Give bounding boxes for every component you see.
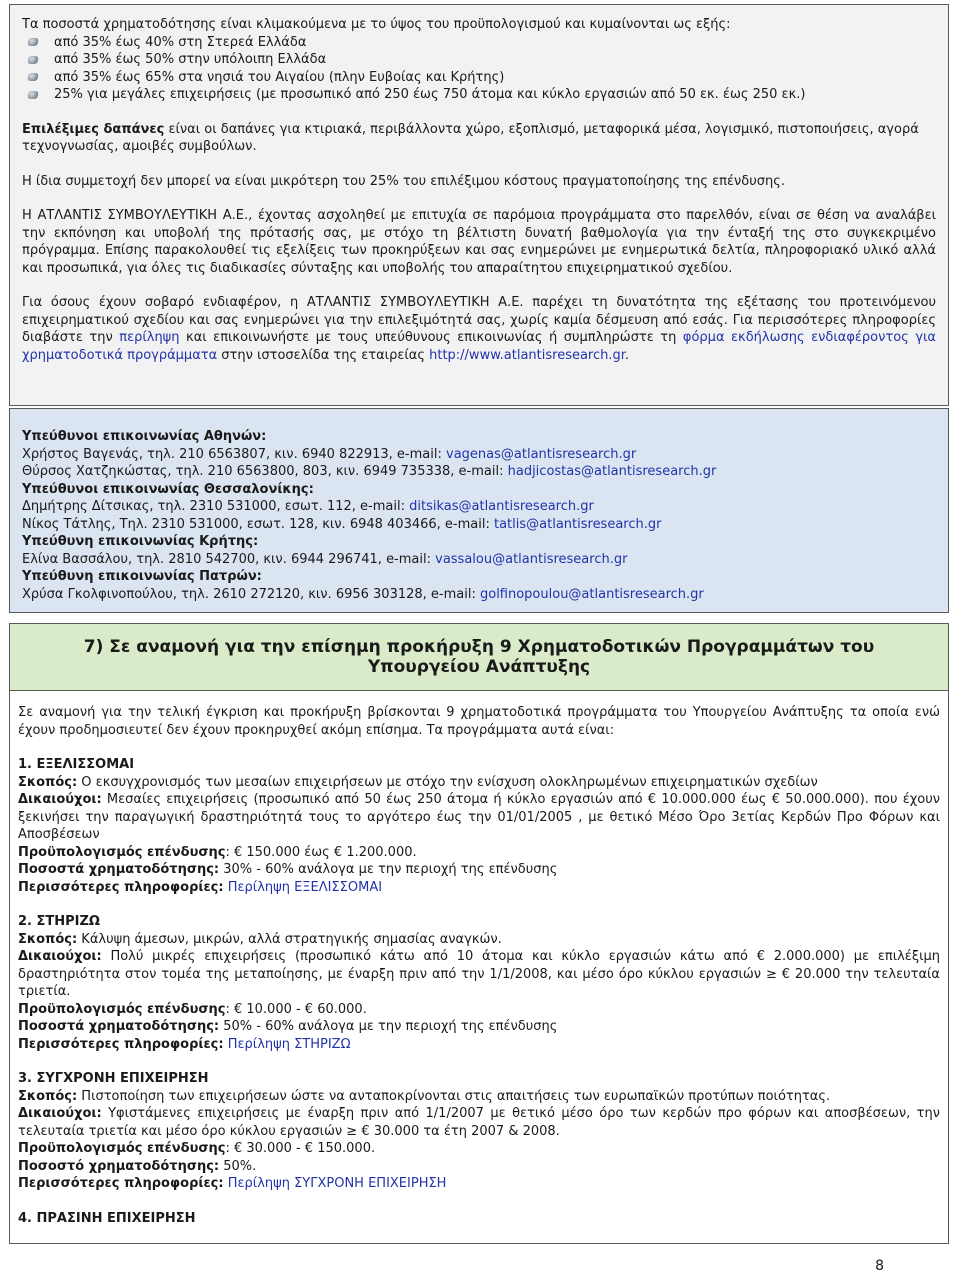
funding-rates-list xyxy=(22,34,936,104)
page-number: 8 xyxy=(875,1258,884,1274)
program-3-budget: Προϋπολογισμός επένδυσης: € 30.000 - € 150.000. xyxy=(18,1141,376,1156)
email-link[interactable]: tatlis@atlantisresearch.gr xyxy=(493,516,662,532)
funding-rates-box xyxy=(9,4,949,406)
program-1-title: 1. ΕΞΕΛΙΣΣΟΜΑΙ xyxy=(18,757,135,772)
interest-form-link[interactable]: φόρμα εκδήλωσης ενδιαφέροντος για χρηματοδοτικά προγράμματα xyxy=(22,330,936,363)
contact-line: Δημήτρης Δίτσικας, τηλ. 2310 531000, εσωτ. 112, e-mail: ditsikas@atlantisresearch.gr xyxy=(22,499,594,514)
bullet-icon xyxy=(27,91,38,99)
email-link[interactable]: golfinopoulou@atlantisresearch.gr xyxy=(479,586,704,602)
bullet-icon xyxy=(27,38,38,46)
email-link[interactable]: vagenas@atlantisresearch.gr xyxy=(446,446,637,462)
list-item: από 35% έως 40% στη Στερεά Ελλάδα xyxy=(28,34,936,52)
contact-line: Θύρσος Χατζηκώστας, τηλ. 210 6563800, 803, κιν. 6949 735338, e-mail: hadjicostas@atlantisresearch.gr xyxy=(22,464,717,479)
list-item: από 35% έως 50% στην υπόλοιπη Ελλάδα xyxy=(28,51,936,69)
thessaloniki-contacts-title: Υπεύθυνοι επικοινωνίας Θεσσαλονίκης: xyxy=(22,481,314,497)
contact-line: Νίκος Τάτλης, Τηλ. 2310 531000, εσωτ. 128, κιν. 6948 403466, e-mail: tatlis@atlantisresearch.gr xyxy=(22,516,662,532)
patras-contacts-title: Υπεύθυνη επικοινωνίας Πατρών: xyxy=(22,569,262,584)
email-link[interactable]: ditsikas@atlantisresearch.gr xyxy=(409,499,594,514)
program-2-summary-link[interactable]: Περίληψη ΣΤΗΡΙΖΩ xyxy=(227,1036,351,1052)
program-1-goal: Σκοπός: Ο εκσυγχρονισμός των μεσαίων επιχειρήσεων με στόχο την ενίσχυση ολοκληρωμένων επιχειρηματικών σχεδίων xyxy=(18,774,818,790)
program-1-rate: Ποσοστά χρηματοδότησης: 30% - 60% ανάλογα με την περιοχή της επένδυσης xyxy=(18,862,558,877)
program-4-title: 4. ΠΡΑΣΙΝΗ ΕΠΙΧΕΙΡΗΣΗ xyxy=(18,1210,196,1226)
bullet-icon xyxy=(27,73,38,81)
program-3-beneficiaries: Δικαιούχοι: Υφιστάμενες επιχειρήσεις με έναρξη πριν από 1/1/2007 με θετικό μέσο όρο των κερδών προ φόρων και αποσβέσεων, την τελευταία τριετία και μέσο όρο κύκλου εργασιών ≥ € 30.000 τα έτη 2007 & 2008. xyxy=(18,1106,940,1139)
program-3-info: Περισσότερες πληροφορίες: Περίληψη ΣΥΓΧΡΟΝΗ ΕΠΙΧΕΙΡΗΣΗ xyxy=(18,1176,447,1191)
atlantis-paragraph: Η ΑΤΛΑΝΤΙΣ ΣΥΜΒΟΥΛΕΥΤΙΚΗ Α.Ε., έχοντας ασχοληθεί με επιτυχία σε παρόμοια προγράμματα στο παρελθόν, είναι σε θέση να αναλάβει την εκπόνηση και υποβολή της πρότασής σας, με στόχο τη βέλτιστη δυνατή βαθμολογία για την ένταξή της στο συγκεκριμένο πρόγραμμα. Επίσης παρακολουθεί τις εξελίξεις των προκηρύξεων και σας ενημερώνει με ενημερωτικά δελτία, πληροφοριακό υλικό αλλά και προσωπικά, για όλες τις διαδικασίες σύνταξης και υποβολής του απαραίτητου επιχειρηματικού σχεδίου. xyxy=(22,208,936,276)
program-2-info: Περισσότερες πληροφορίες: Περίληψη ΣΤΗΡΙΖΩ xyxy=(18,1036,351,1052)
section-7-box xyxy=(9,623,949,1244)
program-2-title: 2. ΣΤΗΡΙΖΩ xyxy=(18,914,100,929)
section-7-intro: Σε αναμονή για την τελική έγκριση και προκήρυξη βρίσκονται 9 χρηματοδοτικά προγράμματα του Υπουργείου Ανάπτυξης τα οποία ενώ έχουν προδημοσιευτεί δεν έχουν προκηρυχθεί ακόμη επίσημα. Τα προγράμματα αυτά είναι: xyxy=(18,705,940,738)
summary-link[interactable]: περίληψη xyxy=(119,330,180,345)
bullet-icon xyxy=(27,56,38,64)
program-3-summary-link[interactable]: Περίληψη ΣΥΓΧΡΟΝΗ ΕΠΙΧΕΙΡΗΣΗ xyxy=(227,1176,447,1191)
list-item: από 35% έως 65% στα νησιά του Αιγαίου (πλην Ευβοίας και Κρήτης) xyxy=(28,69,936,87)
email-link[interactable]: hadjicostas@atlantisresearch.gr xyxy=(507,464,717,479)
athens-contacts-title: Υπεύθυνοι επικοινωνίας Αθηνών: xyxy=(22,429,267,444)
funding-rates-intro: Τα ποσοστά χρηματοδότησης είναι κλιμακούμενα με το ύψος του προϋπολογισμού και κυμαίνονται ως εξής: xyxy=(22,17,731,32)
program-2-goal: Σκοπός: Κάλυψη άμεσων, μικρών, αλλά στρατηγικής σημασίας αναγκών. xyxy=(18,931,502,947)
section-7-title: 7) Σε αναμονή για την επίσημη προκήρυξη 9 Χρηματοδοτικών Προγραμμάτων του Υπουργείου Ανάπτυξης xyxy=(10,624,948,691)
crete-contacts-title: Υπεύθυνη επικοινωνίας Κρήτης: xyxy=(22,534,259,549)
contacts-box xyxy=(9,408,949,613)
contact-line: Ελίνα Βασσάλου, τηλ. 2810 542700, κιν. 6944 296741, e-mail: vassalou@atlantisresearch.gr xyxy=(22,551,628,567)
program-1-budget: Προϋπολογισμός επένδυσης: € 150.000 έως € 1.200.000. xyxy=(18,844,417,860)
participation-paragraph: Η ίδια συμμετοχή δεν μπορεί να είναι μικρότερη του 25% του επιλέξιμου κόστους πραγματοποίησης της επένδυσης. xyxy=(22,173,785,189)
email-link[interactable]: vassalou@atlantisresearch.gr xyxy=(435,551,628,567)
contact-line: Χρύσα Γκολφινοπούλου, τηλ. 2610 272120, κιν. 6956 303128, e-mail: golfinopoulou@atlantisresearch.gr xyxy=(22,586,704,602)
program-2-beneficiaries: Δικαιούχοι: Πολύ μικρές επιχειρήσεις (προσωπικό κάτω από 10 άτομα και κύκλο εργασιών κάτω από € 2.000.000) με επιλέξιμη δραστηριότητα στον τομέα της μεταποίησης, με έναρξη πριν από την 1/1/2008, και μέσο όρο κύκλου εργασιών ≥ € 20.000 την τελευταία τριετία. xyxy=(18,949,940,999)
program-2-budget: Προϋπολογισμός επένδυσης: € 10.000 - € 60.000. xyxy=(18,1001,367,1017)
program-3-title: 3. ΣΥΓΧΡΟΝΗ ΕΠΙΧΕΙΡΗΣΗ xyxy=(18,1071,209,1086)
program-1-info: Περισσότερες πληροφορίες: Περίληψη ΕΞΕΛΙΣΣΟΜΑΙ xyxy=(18,879,383,895)
list-item: 25% για μεγάλες επιχειρήσεις (με προσωπικό από 250 έως 750 άτομα και κύκλο εργασιών από 50 εκ. έως 250 εκ.) xyxy=(28,86,936,104)
program-2-rate: Ποσοστά χρηματοδότησης: 50% - 60% ανάλογα με την περιοχή της επένδυσης xyxy=(18,1019,558,1034)
program-3-rate: Ποσοστό χρηματοδότησης: 50%. xyxy=(18,1158,257,1174)
program-1-beneficiaries: Δικαιούχοι: Μεσαίες επιχειρήσεις (προσωπικό από 50 έως 250 άτομα ή κύκλο εργασιών από € 10.000.000 έως € 50.000.000). που έχουν ξεκινήσει την παραγωγική δραστηριότητά τους το αργότερο έως την 01/01/2005 , με θετικό Μέσο Όρο 3ετίας Κερδών Προ Φόρων και Αποσβέσεων xyxy=(18,792,940,842)
program-3-goal: Σκοπός: Πιστοποίηση των επιχειρήσεων ώστε να ανταποκρίνονται στις απαιτήσεις των ευρωπαϊκών προτύπων ποιότητας. xyxy=(18,1088,831,1104)
website-link[interactable]: http://www.atlantisresearch.gr xyxy=(429,347,625,363)
contact-line: Χρήστος Βαγενάς, τηλ. 210 6563807, κιν. 6940 822913, e-mail: vagenas@atlantisresearch.gr xyxy=(22,446,637,462)
section-7-body xyxy=(10,691,948,1227)
interest-paragraph: Για όσους έχουν σοβαρό ενδιαφέρον, η ΑΤΛΑΝΤΙΣ ΣΥΜΒΟΥΛΕΥΤΙΚΗ Α.Ε. παρέχει τη δυνατότητα της εξέτασης του προτεινόμενου επιχειρηματικού σχεδίου και σας ενημερώνει για την επιλεξιμότητά σας, χωρίς καμία δέσμευση από εσάς. Για περισσότερες πληροφορίες διαβάστε την περίληψη και επικοινωνήστε με τους υπεύθυνους επικοινωνίας ή συμπληρώστε τη φόρμα εκδήλωσης ενδιαφέροντος για χρηματοδοτικά προγράμματα στην ιστοσελίδα της εταιρείας http://www.atlantisresearch.gr. xyxy=(22,295,936,363)
eligible-expenses-paragraph: Επιλέξιμες δαπάνες είναι οι δαπάνες για κτιριακά, περιβάλλοντα χώρο, εξοπλισμό, μεταφορικά μέσα, λογισμικό, πιστοποιήσεις, αγορά τεχνογνωσίας, αμοιβές συμβούλων. xyxy=(22,121,919,154)
program-1-summary-link[interactable]: Περίληψη ΕΞΕΛΙΣΣΟΜΑΙ xyxy=(227,879,383,895)
